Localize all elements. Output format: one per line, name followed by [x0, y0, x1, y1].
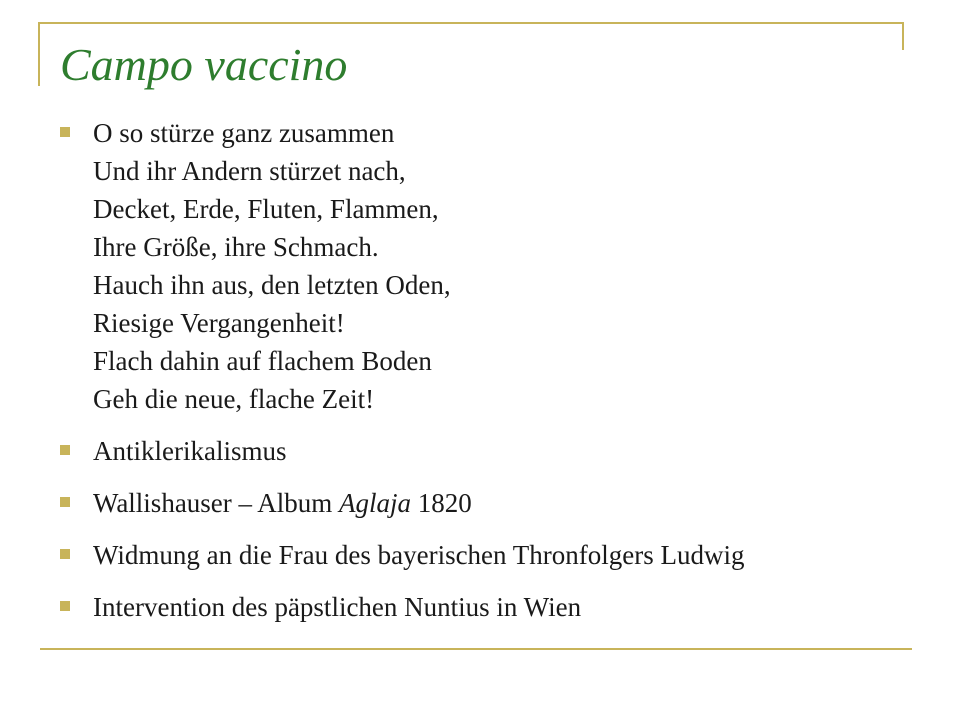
bullet-text: Intervention des päpstlichen Nuntius in Wien [93, 592, 582, 622]
frame-left-line [38, 22, 40, 86]
bullet-text-suffix: 1820 [411, 488, 472, 518]
album-title: Aglaja [339, 488, 412, 518]
bullet-text: Widmung an die Frau des bayerischen Thronfolgers Ludwig [93, 540, 745, 570]
square-bullet-icon [60, 127, 70, 137]
square-bullet-icon [60, 601, 70, 611]
list-item-intervention [60, 588, 910, 626]
poem-line: Und ihr Andern stürzet nach, [93, 156, 406, 186]
bullet-text: Antiklerikalismus [93, 436, 287, 466]
poem-line: Flach dahin auf flachem Boden [93, 346, 432, 376]
list-item-wallishauser [60, 484, 910, 522]
bullet-text-prefix: Wallishauser – Album [93, 488, 340, 518]
frame-bottom-line [40, 648, 912, 650]
slide-title: Campo vaccino [60, 39, 348, 90]
list-item-poem [60, 114, 910, 418]
square-bullet-icon [60, 445, 70, 455]
poem-line: Ihre Größe, ihre Schmach. [93, 232, 379, 262]
poem-line: Decket, Erde, Fluten, Flammen, [93, 194, 439, 224]
frame-top-line [38, 22, 904, 24]
list-item-antiklerikalismus [60, 432, 910, 470]
poem-line: Geh die neue, flache Zeit! [93, 384, 375, 414]
poem-line: Hauch ihn aus, den letzten Oden, [93, 270, 451, 300]
square-bullet-icon [60, 497, 70, 507]
frame-right-line [902, 22, 904, 50]
square-bullet-icon [60, 549, 70, 559]
bullet-list [60, 114, 910, 640]
poem-line: O so stürze ganz zusammen [93, 118, 395, 148]
list-item-widmung [60, 536, 910, 574]
poem-line: Riesige Vergangenheit! [93, 308, 345, 338]
